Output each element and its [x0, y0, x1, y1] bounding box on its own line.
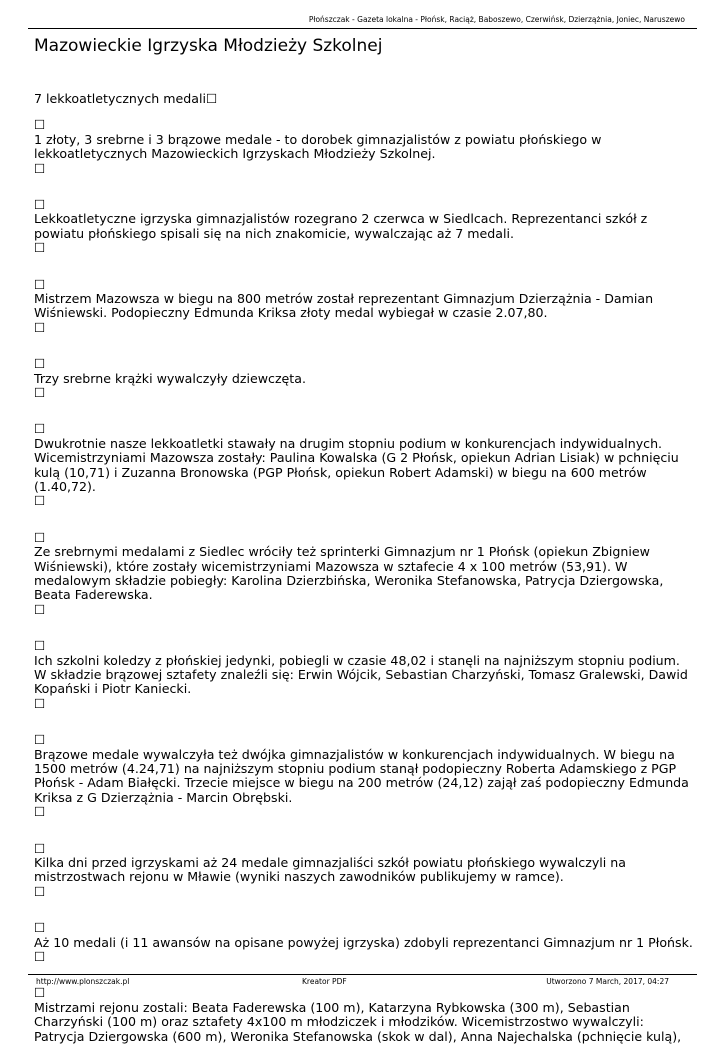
paragraph-block	[34, 639, 694, 711]
header-divider	[28, 28, 697, 29]
checkbox-glyph-icon: ☐	[34, 601, 46, 617]
paragraph-block	[34, 531, 694, 617]
checkbox-glyph-icon: ☐	[34, 948, 46, 964]
footer-divider	[28, 974, 697, 975]
checkbox-glyph-icon: ☐	[34, 638, 46, 654]
paragraph-block	[34, 118, 694, 176]
paragraph-block	[34, 733, 694, 819]
checkbox-glyph-icon: ☐	[34, 985, 46, 1001]
checkbox-glyph-icon: ☐	[34, 695, 46, 711]
checkbox-glyph-icon: ☐	[34, 840, 46, 856]
paragraph-text: Ze srebrnymi medalami z Siedlec wróciły też sprinterki Gimnazjum nr 1 Płońsk (opiekun Zbigniew Wiśniewski), które zostały wicemistrzyniami Mazowsza w sztafecie 4 x 100 metrów (53,91). W medalowym składzie pobiegły: Karolina Dzierzbińska, Weronika Stefanowska, Patrycja Dziergowska, Beata Faderewska.	[34, 544, 664, 603]
article-lead: 7 lekkoatletycznych medali☐	[34, 91, 218, 106]
paragraph-text: Aż 10 medali (i 11 awansów na opisane powyżej igrzyska) zdobyli reprezentanci Gimnazjum nr 1 Płońsk.	[34, 934, 693, 950]
paragraph-text: 1 złoty, 3 srebrne i 3 brązowe medale - to dorobek gimnazjalistów z powiatu płońskiego w lekkoatletycznych Mazowieckich Igrzyskach Młodzieży Szkolnej.	[34, 131, 602, 162]
paragraph-block	[34, 422, 694, 508]
paragraph-text: Mistrzem Mazowsza w biegu na 800 metrów został reprezentant Gimnazjum Dzierzążnia - Damian Wiśniewski. Podopieczny Edmunda Kriksa złoty medal wybiegał w czasie 2.07,80.	[34, 290, 654, 321]
paragraph-text: Lekkoatletyczne igrzyska gimnazjalistów rozegrano 2 czerwca w Siedlcach. Reprezentanci szkół z powiatu płońskiego spisali się na nich znakomicie, wywalczając aż 7 medali.	[34, 211, 648, 241]
paragraph-block	[34, 842, 694, 900]
page-header-source: Płońszczak - Gazeta lokalna - Płońsk, Raciąż, Baboszewo, Czerwińsk, Dzierzążnia, Joniec, Naruszewo	[308, 15, 685, 24]
paragraph-text: Ich szkolni koledzy z płońskiej jedynki, pobiegli w czasie 48,02 i stanęli na najniższym stopniu podium. W składzie brązowej sztafety znaleźli się: Erwin Wójcik, Sebastian Charzyński, Tomasz Gralewski, Dawid Kopański i Piotr Kaniecki.	[34, 652, 688, 697]
checkbox-glyph-icon: ☐	[34, 160, 46, 176]
checkbox-glyph-icon: ☐	[34, 197, 46, 212]
paragraph-block	[34, 986, 694, 1044]
checkbox-glyph-icon: ☐	[34, 319, 46, 335]
checkbox-glyph-icon: ☐	[34, 421, 46, 437]
checkbox-glyph-icon: ☐	[34, 920, 46, 936]
paragraph-block	[34, 278, 694, 336]
paragraph-block	[34, 921, 694, 964]
paragraph-block	[34, 198, 694, 256]
checkbox-glyph-icon: ☐	[34, 732, 46, 748]
checkbox-glyph-icon: ☐	[34, 240, 46, 256]
paragraph-list	[34, 118, 694, 1044]
checkbox-glyph-icon: ☐	[34, 529, 46, 545]
checkbox-glyph-icon: ☐	[34, 493, 46, 509]
article-title: Mazowieckie Igrzyska Młodzieży Szkolnej	[34, 36, 383, 56]
footer-created: Utworzono 7 March, 2017, 04:27	[546, 977, 669, 986]
paragraph-text: Brązowe medale wywalczyła też dwójka gimnazjalistów w konkurencjach indywidualnych. W biegu na 1500 metrów (4.24,71) na najniższym stopniu podium stanął podopieczny Roberta Adamskiego z PGP Płońsk - Adam Białęcki. Trzecie miejsce w biegu na 200 metrów (24,12) zajął zaś podopieczny Edmunda Kriksa z G Dzierzążnia - Marcin Obrębski.	[34, 746, 689, 805]
paragraph-block	[34, 357, 694, 400]
checkbox-glyph-icon: ☐	[34, 117, 46, 133]
paragraph-text: Trzy srebrne krążki wywalczyły dziewczęta.	[34, 370, 306, 386]
paragraph-text: Dwukrotnie nasze lekkoatletki stawały na drugim stopniu podium w konkurencjach indywidualnych. Wicemistrzyniami Mazowsza zostały: Paulina Kowalska (G 2 Płońsk, opiekun Adrian Lisiak) w pchnięciu kulą (10,71) i Zuzanna Bronowska (PGP Płońsk, opiekun Robert Adamski) w biegu na 600 metrów (1.40,72).	[34, 435, 679, 494]
checkbox-glyph-icon: ☐	[34, 883, 46, 899]
checkbox-glyph-icon: ☐	[34, 356, 46, 372]
paragraph-text: Kilka dni przed igrzyskami aż 24 medale gimnazjaliści szkół powiatu płońskiego wywalczyli na mistrzostwach rejonu w Mławie (wyniki naszych zawodników publikujemy w ramce).	[34, 854, 626, 885]
footer-generator: Kreator PDF	[302, 977, 347, 986]
article-body	[34, 92, 694, 1044]
checkbox-glyph-icon: ☐	[34, 804, 46, 820]
paragraph-text: Mistrzami rejonu zostali: Beata Faderewska (100 m), Katarzyna Rybkowska (300 m), Sebastian Charzyński (100 m) oraz sztafety 4x100 m młodziczek i młodzików. Wicemistrzostwo wywalczyli: Patrycja Dziergowska (600 m), Weronika Stefanowska (skok w dal), Anna Najechalska (pchnięcie kulą),	[34, 999, 682, 1044]
footer-url[interactable]: http://www.plonszczak.pl	[36, 977, 130, 986]
checkbox-glyph-icon: ☐	[34, 276, 46, 292]
checkbox-glyph-icon: ☐	[34, 384, 46, 400]
